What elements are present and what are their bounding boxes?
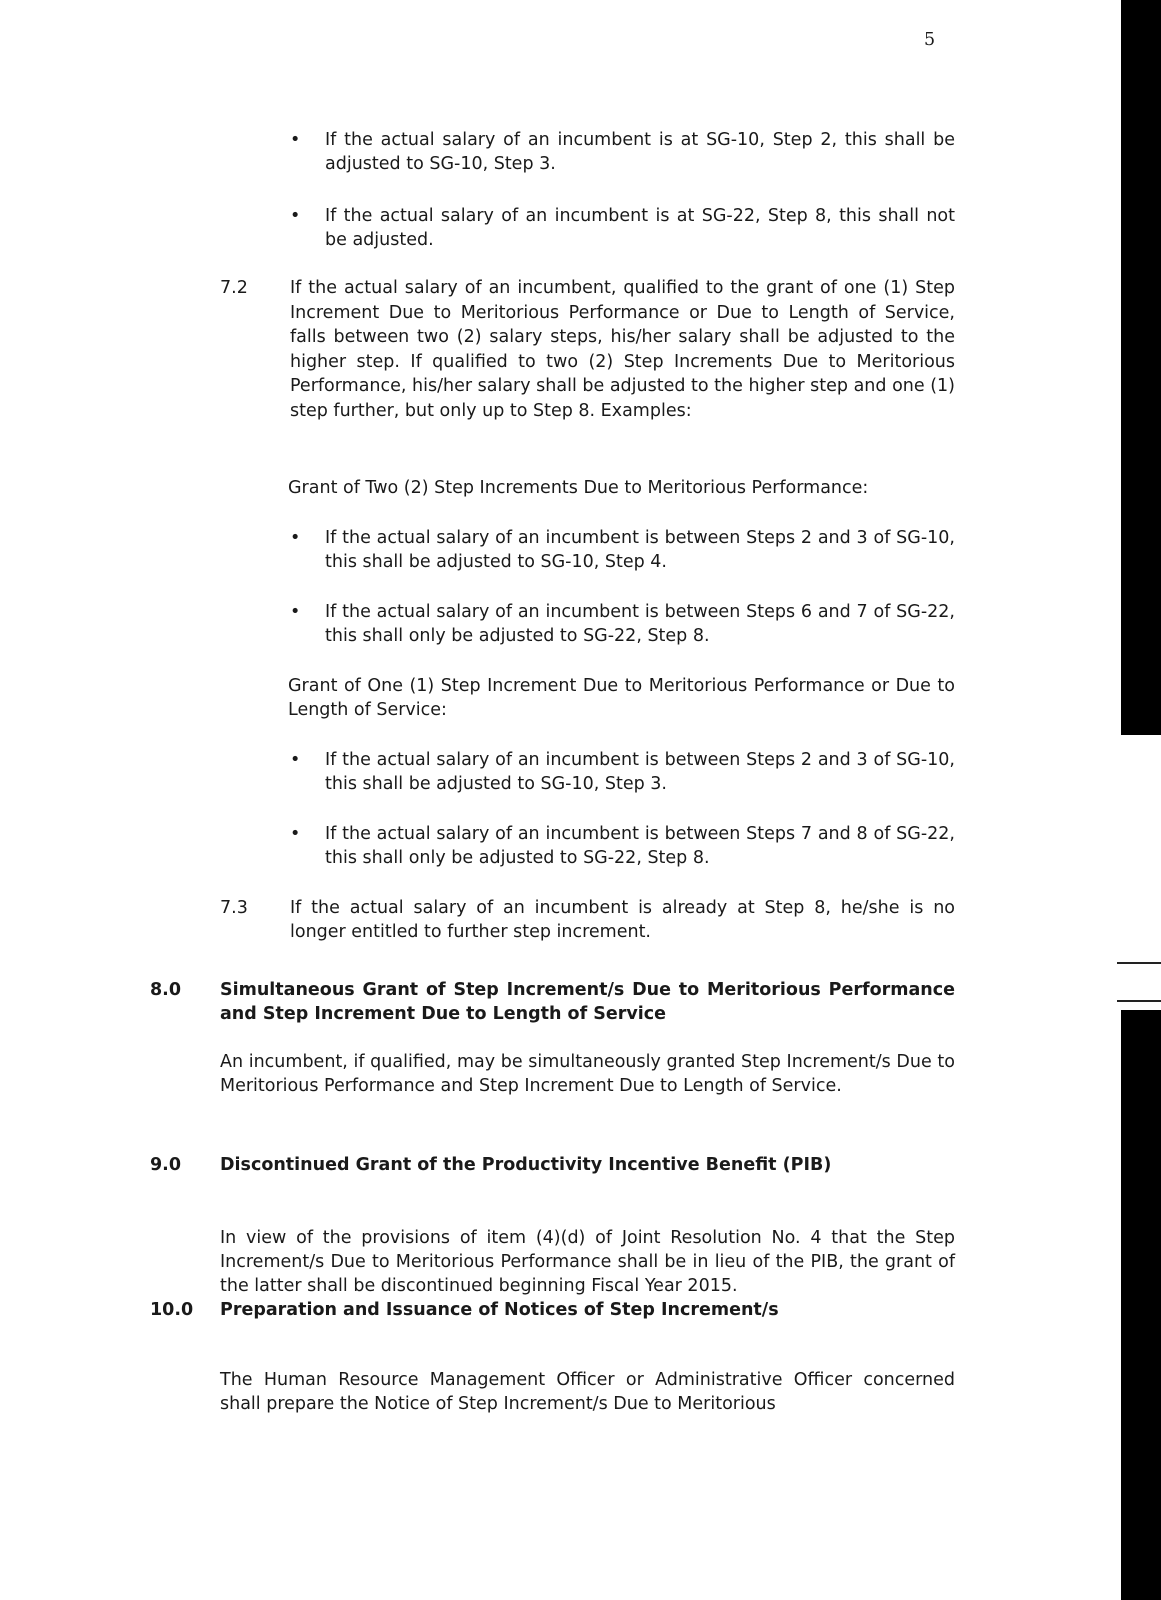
list-item: • If the actual salary of an incumbent is between Steps 2 and 3 of SG-10, this shall be adjusted to SG-10, Step 4. xyxy=(290,528,955,572)
section-text: The Human Resource Management Officer or Administrative Officer concerned shall prepare the Notice of Step Increment/s Due to Meritorious xyxy=(220,1370,955,1414)
section-heading: Discontinued Grant of the Productivity Incentive Benefit (PIB) xyxy=(220,1155,832,1175)
section-text: An incumbent, if qualified, may be simultaneously granted Step Increment/s Due to Meritorious Performance and Step Increment Due to Length of Service. xyxy=(220,1052,955,1096)
page-number: 5 xyxy=(924,30,936,50)
section-number: 10.0 xyxy=(150,1300,194,1320)
section-number: 7.3 xyxy=(220,898,248,918)
section-text: In view of the provisions of item (4)(d) of Joint Resolution No. 4 that the Step Increment/s Due to Meritorious Performance shall be in lieu of the PIB, the grant of the latter shall be discontinued beginning Fiscal Year 2015. xyxy=(220,1228,955,1296)
section-text: If the actual salary of an incumbent, qualified to the grant of one (1) Step Increment Due to Meritorious Performance or Due to Length of Service, falls between two (2) salary steps, his/her salary shall be adjusted to the higher step. If qualified to two (2) Step Increments Due to Meritorious Performance, his/her salary shall be adjusted to the higher step and one (1) step further, but only up to Step 8. Examples: xyxy=(290,278,955,421)
section-text: If the actual salary of an incumbent is already at Step 8, he/she is no longer entitled to further step increment. xyxy=(290,898,955,942)
section-number: 7.2 xyxy=(220,278,248,298)
scan-edge-line xyxy=(1117,962,1161,964)
bullet-text: If the actual salary of an incumbent is between Steps 2 and 3 of SG-10, this shall be adjusted to SG-10, Step 4. xyxy=(325,528,955,572)
scan-edge-shadow xyxy=(1121,1010,1161,1600)
bullet-text: If the actual salary of an incumbent is between Steps 7 and 8 of SG-22, this shall only be adjusted to SG-22, Step 8. xyxy=(325,824,955,868)
bullet-text: If the actual salary of an incumbent is between Steps 2 and 3 of SG-10, this shall be adjusted to SG-10, Step 3. xyxy=(325,750,955,794)
list-item: • If the actual salary of an incumbent is between Steps 6 and 7 of SG-22, this shall only be adjusted to SG-22, Step 8. xyxy=(290,602,955,646)
subheading: Grant of One (1) Step Increment Due to Meritorious Performance or Due to Length of Service: xyxy=(288,676,955,720)
bullet-text: If the actual salary of an incumbent is between Steps 6 and 7 of SG-22, this shall only be adjusted to SG-22, Step 8. xyxy=(325,602,955,646)
list-item: • If the actual salary of an incumbent is at SG-10, Step 2, this shall be adjusted to SG-10, Step 3. xyxy=(290,130,955,174)
bullet-text: If the actual salary of an incumbent is at SG-10, Step 2, this shall be adjusted to SG-10, Step 3. xyxy=(325,130,955,174)
list-item: • If the actual salary of an incumbent is between Steps 2 and 3 of SG-10, this shall be adjusted to SG-10, Step 3. xyxy=(290,750,955,794)
list-item: • If the actual salary of an incumbent is between Steps 7 and 8 of SG-22, this shall only be adjusted to SG-22, Step 8. xyxy=(290,824,955,868)
section-number: 8.0 xyxy=(150,980,182,1000)
section-heading: Preparation and Issuance of Notices of Step Increment/s xyxy=(220,1300,779,1320)
scan-edge-shadow xyxy=(1121,0,1161,735)
scan-edge-line xyxy=(1117,1000,1161,1002)
subheading: Grant of Two (2) Step Increments Due to Meritorious Performance: xyxy=(288,478,869,498)
section-heading: Simultaneous Grant of Step Increment/s Due to Meritorious Performance and Step Increment Due to Length of Service xyxy=(220,980,955,1024)
bullet-text: If the actual salary of an incumbent is at SG-22, Step 8, this shall not be adjusted. xyxy=(325,206,955,250)
list-item: • If the actual salary of an incumbent is at SG-22, Step 8, this shall not be adjusted. xyxy=(290,206,955,250)
section-number: 9.0 xyxy=(150,1155,182,1175)
